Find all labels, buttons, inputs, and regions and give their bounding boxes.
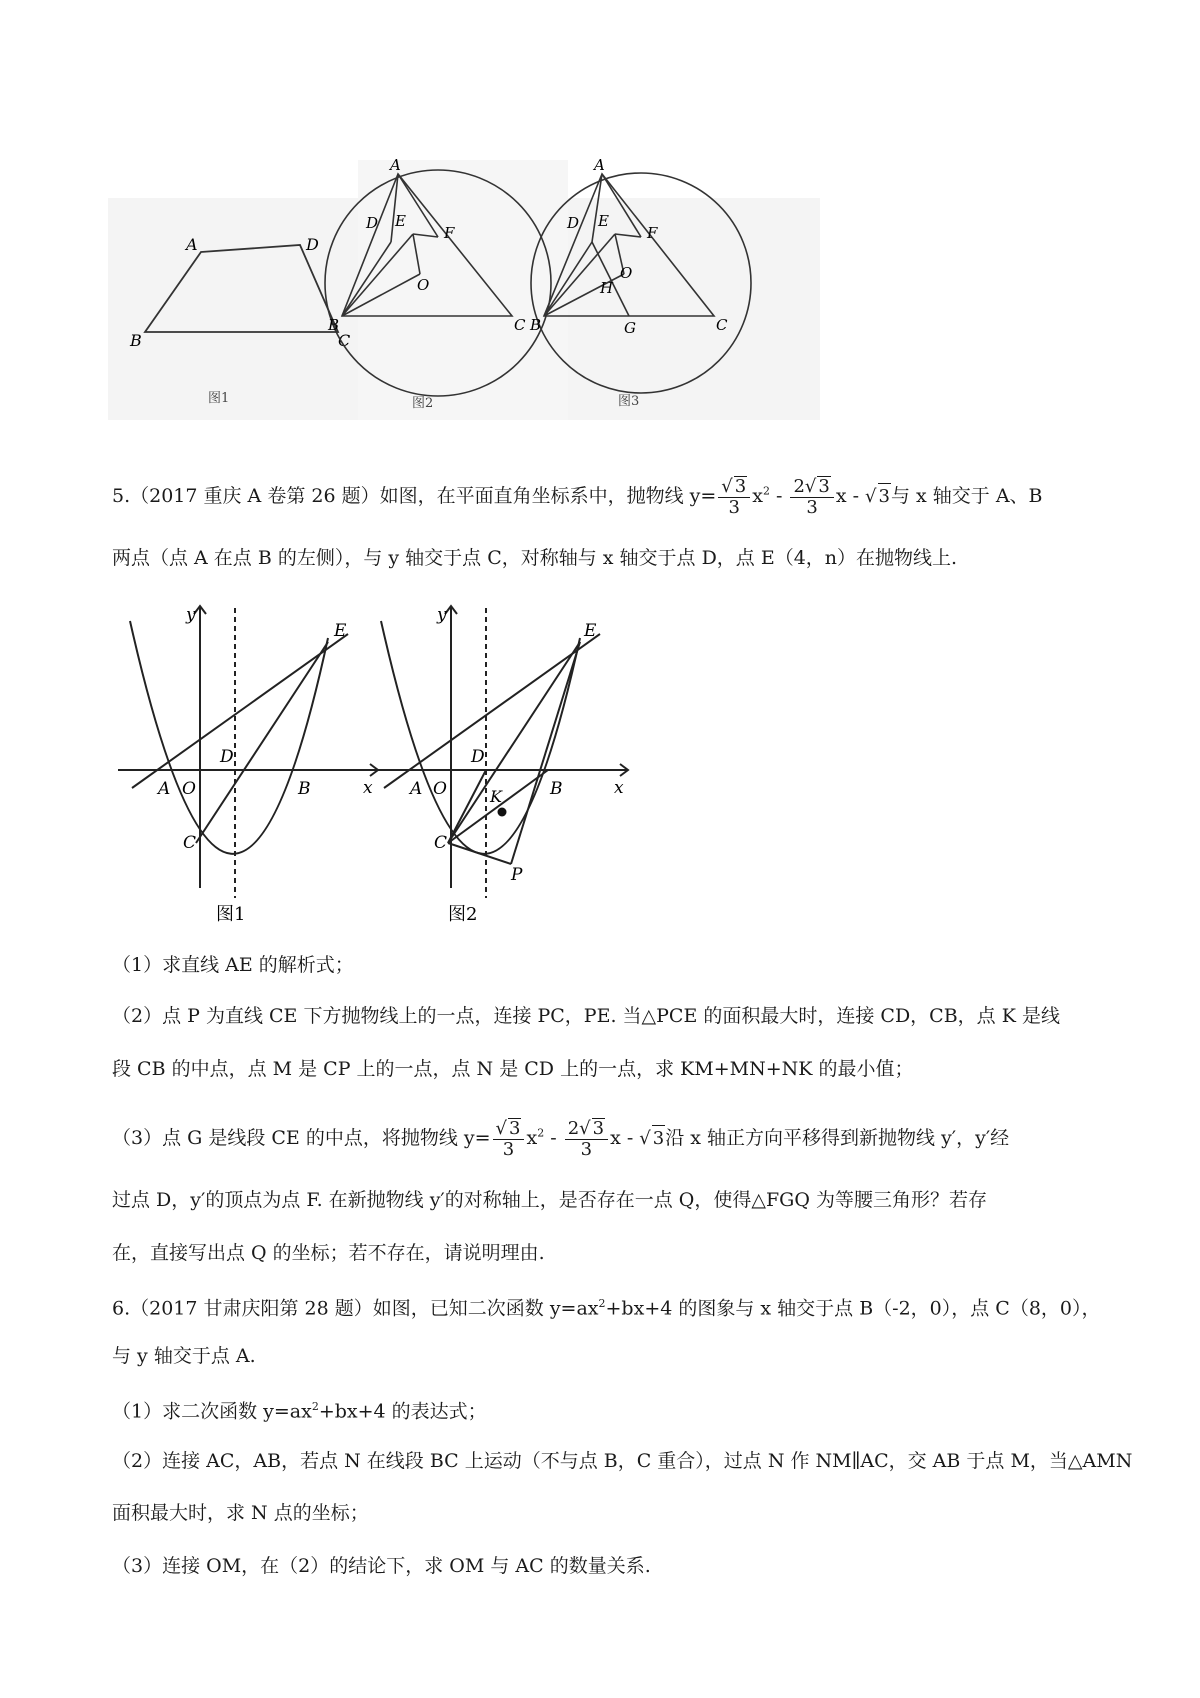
p5-q3-f2-den: 3 xyxy=(580,1139,593,1160)
p5-q3-frac1: $\frac{√ 3}{3}$ xyxy=(493,1118,525,1160)
fig3-label-c: C xyxy=(716,316,728,334)
fig3-label-a: A xyxy=(594,156,605,174)
p5-q3-a-text: （3）点 G 是线段 CE 的中点，将抛物线 y= xyxy=(112,1127,491,1149)
g2-label-c: C xyxy=(434,833,448,853)
g1-label-c: C xyxy=(183,833,197,853)
p6-l1-a: 6.（2017 甘肃庆阳第 28 题）如图，已知二次函数 y=ax xyxy=(112,1297,599,1320)
fig3-label-d: D xyxy=(567,214,580,232)
g2-label-a: A xyxy=(410,779,423,799)
p5-q3-sup2: 2 xyxy=(537,1126,545,1140)
p5-intro-a: 5.（2017 重庆 A 卷第 26 题）如图，在平面直角坐标系中，抛物线 y= xyxy=(112,485,717,507)
fig3-label-b: B xyxy=(530,316,542,334)
graph-1 xyxy=(118,606,378,898)
fig2-label-c: C xyxy=(514,316,526,334)
g2-label-d: D xyxy=(471,747,485,767)
g1-label-y: y xyxy=(186,605,196,625)
p5-q3-f1-num: 3 xyxy=(509,1118,521,1139)
p5-q3-b-text: 沿 x 轴正方向平移得到新抛物线 y′，y′经 xyxy=(665,1127,1010,1149)
g2-label-o: O xyxy=(433,779,447,799)
p5-q3-sqrt3: √ 3 xyxy=(639,1128,665,1149)
fig1-label-c: C xyxy=(338,331,351,350)
p5-q2-a: （2）点 P 为直线 CE 下方抛物线上的一点，连接 PC，PE. 当△PCE 的面积最大时，连接 CD，CB，点 K 是线 xyxy=(112,1005,1060,1027)
fig2-label-o: O xyxy=(417,276,430,294)
p6-q1 xyxy=(112,1394,487,1424)
p5-q3-frac2: $\frac{2√ 3}{3}$ xyxy=(565,1118,608,1160)
p6-q1-sup2: 2 xyxy=(311,1400,319,1413)
g1-label-e: E xyxy=(334,621,347,641)
p5-frac-2sqrt3-over-3: $\frac{2√ 3}{3}$ xyxy=(790,476,833,518)
p6-q1-b: +bx+4 的表达式； xyxy=(318,1400,487,1423)
p6-line2: 与 y 轴交于点 A. xyxy=(112,1345,256,1367)
p5-x2: x xyxy=(752,485,763,507)
fig3-label-g: G xyxy=(624,319,636,337)
g1-label-b: B xyxy=(298,779,311,799)
g2-label-k: K xyxy=(490,787,502,806)
p6-line1 xyxy=(112,1291,1101,1321)
top-figures xyxy=(108,150,820,420)
p5-x-mid: x - xyxy=(835,485,866,507)
p5-f1-den: 3 xyxy=(728,497,740,518)
fig1-caption: 图1 xyxy=(208,391,230,406)
fig2-label-a: A xyxy=(390,156,401,174)
g1-label-x: x xyxy=(363,778,373,798)
graph-2 xyxy=(370,606,628,898)
p5-q3-x-mid: x - xyxy=(610,1127,640,1149)
p5-graphs xyxy=(108,598,688,928)
p5-sqrt3: √ 3 xyxy=(865,486,891,507)
p5-f1-num: 3 xyxy=(734,476,747,497)
g2-label-x: x xyxy=(614,778,624,798)
p5-q3-sqrt3-val: 3 xyxy=(652,1125,665,1152)
p5-q3-f1-den: 3 xyxy=(502,1139,515,1160)
p5-sqrt3-val: 3 xyxy=(878,483,891,510)
g2-label-p: P xyxy=(511,865,523,885)
g2-label-y: y xyxy=(437,605,447,625)
p6-q2-a: （2）连接 AC，AB，若点 N 在线段 BC 上运动（不与点 B，C 重合），过点 N 作 NM∥AC，交 AB 于点 M，当△AMN xyxy=(112,1450,1133,1472)
p5-q3-x2: x xyxy=(526,1127,538,1149)
fig3-label-o: O xyxy=(620,264,633,282)
p6-q1-a: （1）求二次函数 y=ax xyxy=(112,1400,312,1423)
fig1-label-b: B xyxy=(130,331,142,350)
p5-q2-b: 段 CB 的中点，点 M 是 CP 上的一点，点 N 是 CD 上的一点，求 KM+MN+NK 的最小值； xyxy=(112,1058,914,1080)
p5-minus: - xyxy=(769,485,789,507)
p5-sup2: 2 xyxy=(762,484,770,498)
fig2-caption: 图2 xyxy=(412,396,434,411)
p5-q3-f2-coef: 2 xyxy=(567,1118,580,1139)
fig3-caption: 图3 xyxy=(618,394,640,409)
g2-label-e: E xyxy=(584,621,597,641)
graph2-caption: 图2 xyxy=(448,904,478,925)
p5-f2-den: 3 xyxy=(806,497,818,518)
p5-intro-b: 与 x 轴交于 A、B xyxy=(890,485,1043,507)
p5-line1 xyxy=(112,476,1043,518)
fig2-label-e: E xyxy=(395,212,406,230)
fig3-label-e: E xyxy=(598,212,609,230)
g1-label-a: A xyxy=(158,779,171,799)
p6-sup2: 2 xyxy=(598,1297,606,1310)
fig2-label-d: D xyxy=(366,214,379,232)
p5-line2: 两点（点 A 在点 B 的左侧），与 y 轴交于点 C，对称轴与 x 轴交于点 D，点 E（4，n）在抛物线上. xyxy=(112,547,958,569)
fig2-label-b: B xyxy=(328,316,340,334)
point-k xyxy=(498,808,507,817)
g1-label-o: O xyxy=(182,779,196,799)
p6-q2-b: 面积最大时，求 N 点的坐标； xyxy=(112,1502,369,1524)
g1-label-d: D xyxy=(220,747,234,767)
p6-q3: （3）连接 OM，在（2）的结论下，求 OM 与 AC 的数量关系. xyxy=(112,1555,651,1577)
g2-label-b: B xyxy=(550,779,563,799)
p5-q3-c: 过点 D，y′的顶点为点 F. 在新抛物线 y′的对称轴上，是否存在一点 Q，使得△FGQ 为等腰三角形？若存 xyxy=(112,1189,987,1211)
fig3-label-f: F xyxy=(647,224,658,242)
p6-l1-b: +bx+4 的图象与 x 轴交于点 B（-2，0），点 C（8，0）， xyxy=(605,1297,1101,1320)
p5-frac-sqrt3-over-3: $\frac{√ 3}{3}$ xyxy=(718,476,750,518)
p5-q3-a xyxy=(112,1118,1009,1160)
fig3-label-h: H xyxy=(600,279,614,297)
p5-q3-f2-num: 3 xyxy=(592,1118,605,1139)
p5-q1: （1）求直线 AE 的解析式； xyxy=(112,954,354,976)
p5-q3-minus: - xyxy=(544,1127,563,1149)
p5-q3-d: 在，直接写出点 Q 的坐标；若不存在，请说明理由. xyxy=(112,1242,545,1264)
p5-f2-num: 3 xyxy=(818,476,830,497)
fig2-label-f: F xyxy=(444,224,455,242)
p5-f2-coef: 2 xyxy=(793,476,805,497)
fig1-label-d: D xyxy=(306,235,319,254)
graph1-caption: 图1 xyxy=(216,904,246,925)
fig1-label-a: A xyxy=(186,235,198,254)
